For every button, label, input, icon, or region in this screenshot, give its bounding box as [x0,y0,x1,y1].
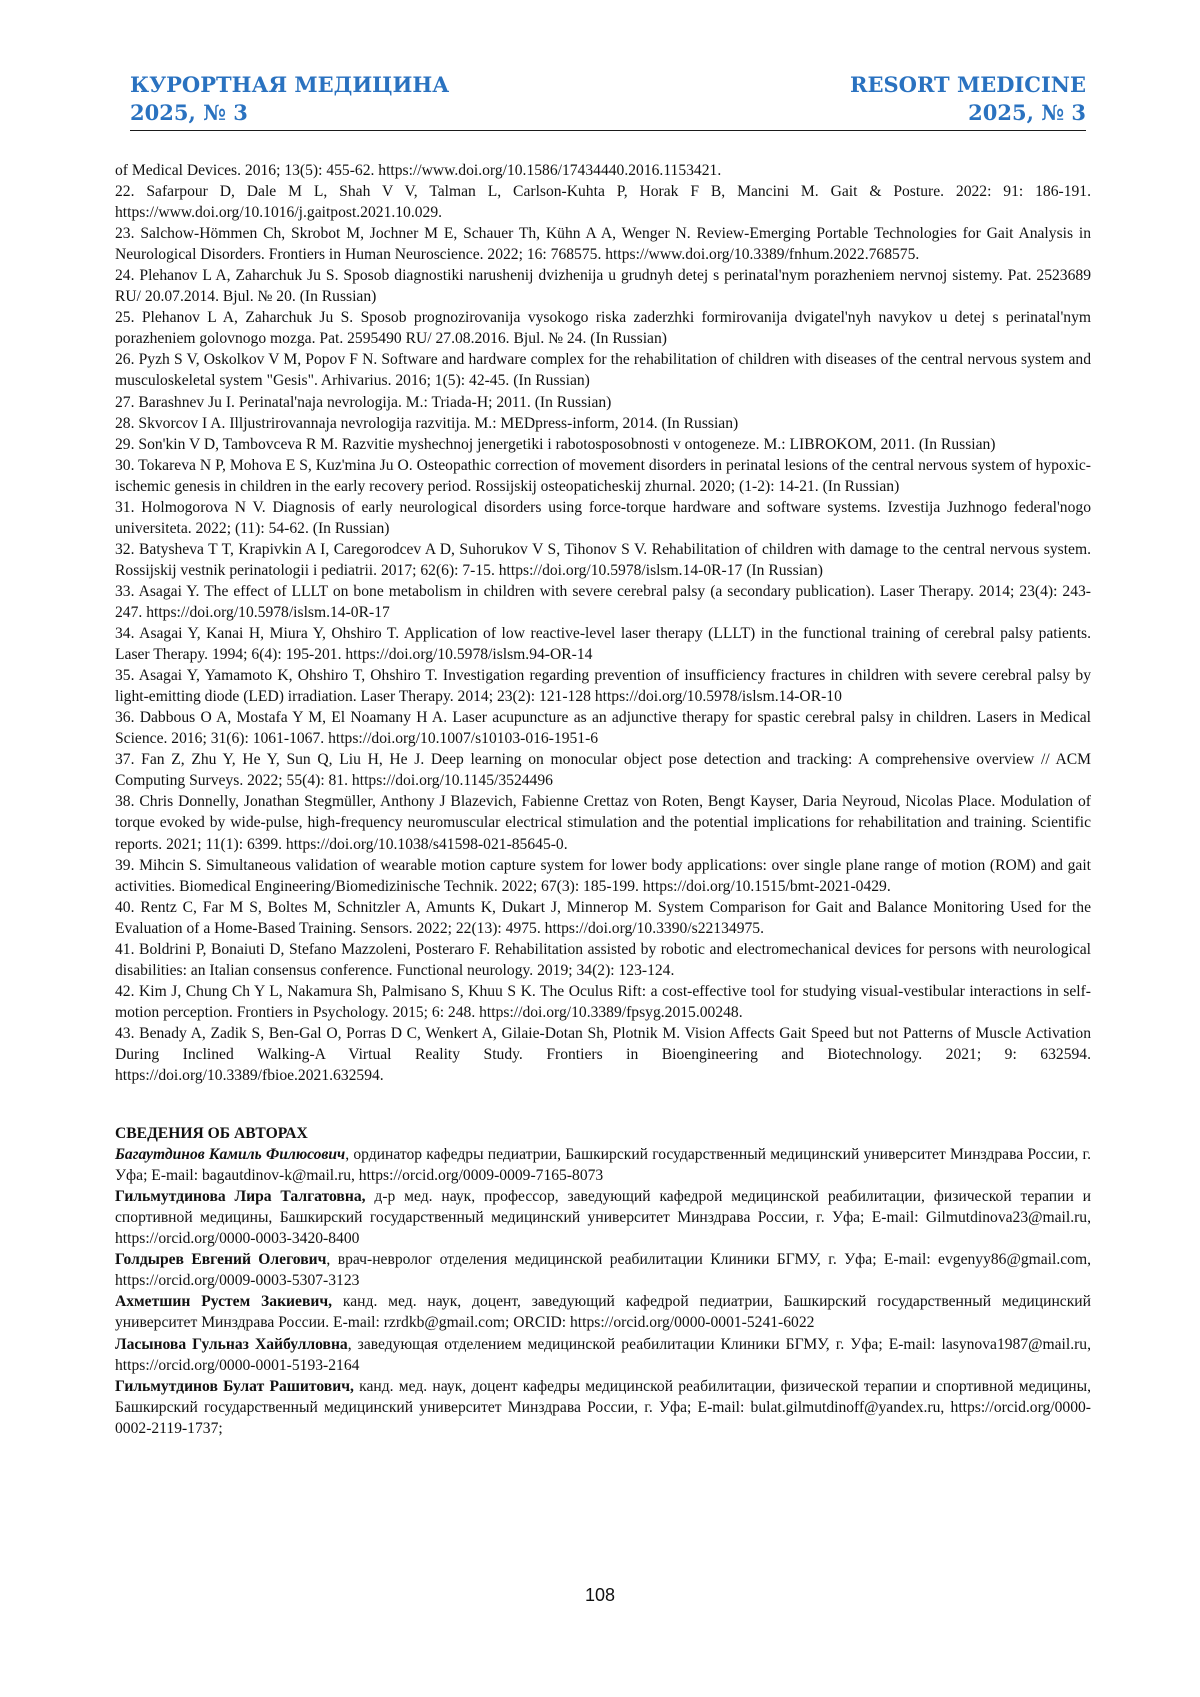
reference-item: 27. Barashnev Ju I. Perinatal'naja nevrologija. M.: Triada-H; 2011. (In Russian) [115,393,612,411]
reference-item: 32. Batysheva T T, Krapivkin A I, Caregorodcev A D, Suhorukov V S, Tihonov S V. Rehabilitation of children with damage to the central nervous system. Rossijskij vestnik perinatologii i pediatrii. 2017; 62(6): 7-15. https://doi.org/10.5978/islsm.14-0R-17 (In Russian) [115,540,1091,579]
header-right [850,71,1086,127]
author-name: Гильмутдинов Булат Рашитович, [115,1377,354,1395]
authors-section-title: СВЕДЕНИЯ ОБ АВТОРАХ [115,1125,308,1143]
author-name: Гильмутдинова Лира Талгатовна, [115,1188,366,1206]
reference-item: 38. Chris Donnelly, Jonathan Stegmüller, Anthony J Blazevich, Fabienne Crettaz von Roten, Bengt Kayser, Daria Neyroud, Nicolas Place. Modulation of torque evoked by wide-pulse, high-frequency neuromuscular electrical stimulation and the potential implications for rehabilitation and training. Scientific reports. 2021; 11(1): 6399. https://doi.org/10.1038/s41598-021-85645-0. [115,793,1091,853]
author-entry [115,1334,1091,1376]
reference-item: 37. Fan Z, Zhu Y, He Y, Sun Q, Liu H, He J. Deep learning on monocular object pose detection and tracking: A comprehensive overview // ACM Computing Surveys. 2022; 55(4): 81. https://doi.org/10.1145/3524496 [115,751,1091,790]
author-name: Багаутдинов Камиль Филюсович [115,1146,346,1164]
reference-item: 36. Dabbous O A, Mostafa Y M, El Noamany H A. Laser acupuncture as an adjunctive therapy for spastic cerebral palsy in children. Lasers in Medical Science. 2016; 31(6): 1061-1067. https://doi.org/10.1007/s10103-016-1951-6 [115,709,1091,748]
authors-list [115,1144,1091,1439]
reference-item: 40. Rentz C, Far M S, Boltes M, Schnitzler A, Amunts K, Dukart J, Minnerop M. System Comparison for Gait and Balance Monitoring Used for the Evaluation of a Home-Based Training. Sensors. 2022; 22(13): 4975. https://doi.org/10.3390/s22134975. [115,898,1091,937]
reference-item: 43. Benady A, Zadik S, Ben-Gal O, Porras D C, Wenkert A, Gilaie-Dotan Sh, Plotnik M. Vision Affects Gait Speed but not Patterns of Muscle Activation During Inclined Walking-A Virtual Reality Study. Frontiers in Bioengineering and Biotechnology. 2021; 9: 632594. https://doi.org/10.3389/fbioe.2021.632594. [115,1024,1091,1085]
author-name: Ахметшин Рустем Закиевич, [115,1293,333,1311]
author-details: канд. мед. наук, доцент, заведующий кафедрой педиатрии, Башкирский государственный медицинский университет Минздрава России. E-mail: rzrdkb@gmail.com; ORCID: https://orcid.org/0000-0001-5241-6022 [115,1293,1091,1332]
reference-item: 29. Son'kin V D, Tambovceva R M. Razvitie myshechnoj jenergetiki i rabotosposobnosti v ontogeneze. M.: LIBROKOM, 2011. (In Russian) [115,435,996,453]
reference-item: 24. Plehanov L A, Zaharchuk Ju S. Sposob diagnostiki narushenij dvizhenija u grudnyh detej s perinatal'nym porazheniem nervnoj sistemy. Pat. 2523689 RU/ 20.07.2014. Bjul. № 20. (In Russian) [115,267,1091,306]
reference-item: 22. Safarpour D, Dale M L, Shah V V, Talman L, Carlson-Kuhta P, Horak F B, Mancini M. Gait & Posture. 2022: 91: 186-191. https://www.doi.org/10.1016/j.gaitpost.2021.10.029. [115,183,1091,222]
header-left [130,71,449,127]
author-details: , заведующая отделением медицинской реабилитации Клиники БГМУ, г. Уфа; E-mail: lasynova1987@mail.ru, https://orcid.org/0000-0001-5193-2164 [115,1335,1091,1374]
reference-item: of Medical Devices. 2016; 13(5): 455-62. https://www.doi.org/10.1586/17434440.2016.1153421. [115,162,722,179]
reference-item: 28. Skvorcov I A. Illjustrirovannaja nevrologija razvitija. M.: MEDpress-inform, 2014. (In Russian) [115,414,739,432]
author-details: , ординатор кафедры педиатрии, Башкирский государственный медицинский университет Минздрава России, г. Уфа; E-mail: bagautdinov-k@mail.ru, https://orcid.org/0009-0009-7165-8073 [115,1146,1091,1185]
journal-title-ru: КУРОРТНАЯ МЕДИЦИНА [130,72,450,97]
issue-ru: 2025, № 3 [130,100,248,125]
author-entry [115,1376,1091,1439]
reference-item: 26. Pyzh S V, Oskolkov V M, Popov F N. Software and hardware complex for the rehabilitation of children with diseases of the central nervous system and musculoskeletal system "Gesis". Arhivarius. 2016; 1(5): 42-45. (In Russian) [115,351,1091,390]
author-details: д-р мед. наук, профессор, заведующий кафедрой медицинской реабилитации, физической терапии и спортивной медицины, Башкирский государственный медицинский университет Минздрава России, г. Уфа; E-mail: Gilmutdinova23@mail.ru, https://orcid.org/0000-0003-3420-8400 [115,1188,1091,1248]
reference-item: 33. Asagai Y. The effect of LLLT on bone metabolism in children with severe cerebral palsy (a secondary publication). Laser Therapy. 2014; 23(4): 243-247. https://doi.org/10.5978/islsm.14-0R-17 [115,582,1091,621]
reference-item: 39. Mihcin S. Simultaneous validation of wearable motion capture system for lower body applications: over single plane range of motion (ROM) and gait activities. Biomedical Engineering/Biomedizinische Technik. 2022; 67(3): 185-199. https://doi.org/10.1515/bmt-2021-0429. [115,856,1091,895]
author-entry [115,1186,1091,1249]
author-name: Голдырев Евгений Олегович [115,1251,327,1269]
issue-en: 2025, № 3 [968,100,1086,125]
running-header [130,66,1086,131]
author-entry [115,1291,1091,1333]
page-number: 108 [584,1585,616,1605]
author-name: Ласынова Гульназ Хайбулловна [115,1335,348,1353]
reference-list [115,160,1091,1086]
reference-item: 34. Asagai Y, Kanai H, Miura Y, Ohshiro T. Application of low reactive-level laser therapy (LLLT) in the functional training of cerebral palsy patients. Laser Therapy. 1994; 6(4): 195-201. https://doi.org/10.5978/islsm.94-OR-14 [115,625,1091,664]
reference-item: 30. Tokareva N P, Mohova E S, Kuz'mina Ju O. Osteopathic correction of movement disorders in perinatal lesions of the central nervous system of hypoxic-ischemic genesis in children in the early recovery period. Rossijskij osteopaticheskij zhurnal. 2020; (1-2): 14-21. (In Russian) [115,456,1091,495]
author-entry [115,1249,1091,1291]
author-entry [115,1144,1091,1186]
journal-title-en: RESORT MEDICINE [850,72,1086,97]
reference-item: 42. Kim J, Chung Ch Y L, Nakamura Sh, Palmisano S, Khuu S K. The Oculus Rift: a cost-effective tool for studying visual-vestibular interactions in self-motion perception. Frontiers in Psychology. 2015; 6: 248. https://doi.org/10.3389/fpsyg.2015.00248. [115,982,1091,1021]
reference-item: 31. Holmogorova N V. Diagnosis of early neurological disorders using force-torque hardware and software systems. Izvestija Juzhnogo federal'nogo universiteta. 2022; (11): 54-62. (In Russian) [115,498,1091,537]
reference-item: 41. Boldrini P, Bonaiuti D, Stefano Mazzoleni, Posteraro F. Rehabilitation assisted by robotic and electromechanical devices for persons with neurological disabilities: an Italian consensus conference. Functional neurology. 2019; 34(2): 123-124. [115,940,1091,979]
page-body [115,160,1091,1439]
reference-item: 23. Salchow-Hömmen Ch, Skrobot M, Jochner M E, Schauer Th, Kühn A A, Wenger N. Review-Emerging Portable Technologies for Gait Analysis in Neurological Disorders. Frontiers in Human Neuroscience. 2022; 16: 768575. https://www.doi.org/10.3389/fnhum.2022.768575. [115,225,1091,264]
reference-item: 25. Plehanov L A, Zaharchuk Ju S. Sposob prognozirovanija vysokogo riska zaderzhki formirovanija dvigatel'nyh navykov u detej s perinatal'nym porazheniem golovnogo mozga. Pat. 2595490 RU/ 27.08.2016. Bjul. № 24. (In Russian) [115,309,1091,348]
reference-item: 35. Asagai Y, Yamamoto K, Ohshiro T, Ohshiro T. Investigation regarding prevention of insufficiency fractures in children with severe cerebral palsy by light-emitting diode (LED) irradiation. Laser Therapy. 2014; 23(2): 121-128 https://doi.org/10.5978/islsm.14-OR-10 [115,667,1091,706]
author-details: канд. мед. наук, доцент кафедры медицинской реабилитации, физической терапии и спортивной медицины, Башкирский государственный медицинский университет Минздрава России, г. Уфа; E-mail: bulat.gilmutdinoff@yandex.ru, https://orcid.org/0000-0002-2119-1737; [115,1377,1092,1437]
author-details: , врач-невролог отделения медицинской реабилитации Клиники БГМУ, г. Уфа; E-mail: evgenyy86@gmail.com, https://orcid.org/0009-0003-5307-3123 [115,1251,1091,1290]
